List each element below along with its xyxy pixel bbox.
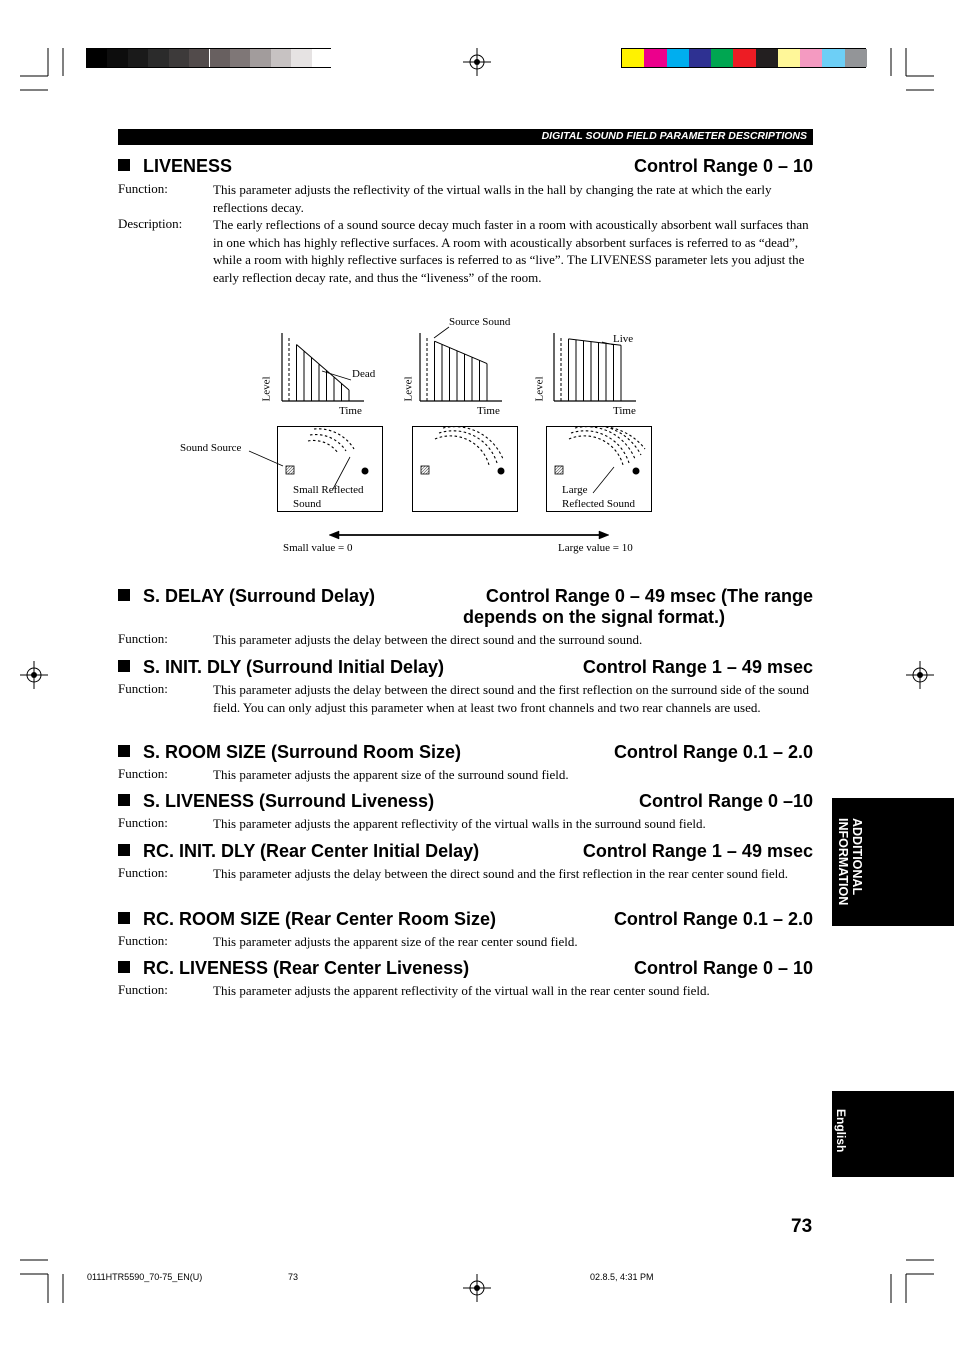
room-source-waves <box>413 427 517 511</box>
function-text: This parameter adjusts the delay between the direct sound and the first reflection on the surround side of the sound field. You can only adjust this parameter when at least two front channels and two rear channels are used. <box>213 682 810 715</box>
level-axis-label: Level <box>260 376 273 402</box>
description-label: Description: <box>118 216 183 231</box>
bullet-square-icon <box>118 660 130 672</box>
parameter-title: RC. INIT. DLY (Rear Center Initial Delay) <box>143 841 480 861</box>
large-value-label: Large value = 10 <box>558 542 633 554</box>
parameter-heading <box>118 909 496 930</box>
parameter-range: Control Range 0.1 – 2.0 <box>613 742 813 762</box>
parameter-title: S. LIVENESS (Surround Liveness) <box>143 791 435 811</box>
small-reflected-sound-label: Sound <box>293 498 322 510</box>
bullet-square-icon <box>118 961 130 973</box>
function-label: Function: <box>118 631 168 646</box>
function-label: Function: <box>118 982 168 997</box>
footer-file: 0111HTR5590_70-75_EN(U) <box>87 1272 203 1282</box>
parameter-heading <box>118 791 434 812</box>
liveness-function-text: This parameter adjusts the reflectivity of the virtual walls in the hall by changing the rate at which the early reflections decay. <box>213 182 772 215</box>
dead-label: Dead <box>352 368 376 380</box>
function-text: This parameter adjusts the delay between the direct sound and the first reflection in the rear center sound field. <box>213 866 789 881</box>
function-text: This parameter adjusts the delay between the direct sound and the surround sound. <box>213 632 643 647</box>
tab-english: English <box>834 1109 848 1153</box>
small-value-label: Small value = 0 <box>283 542 353 554</box>
footer-page: 73 <box>288 1272 299 1282</box>
function-text: This parameter adjusts the apparent reflectivity of the virtual wall in the rear center sound field. <box>213 983 710 998</box>
bullet-square-icon <box>118 912 130 924</box>
bullet-square-icon <box>118 794 130 806</box>
sound-source-label: Sound Source <box>180 442 242 454</box>
parameter-title: S. DELAY (Surround Delay) <box>143 586 376 606</box>
tab-additional-2: INFORMATION <box>836 818 850 906</box>
parameter-range: Control Range 0 – 49 msec (The range <box>485 586 813 606</box>
parameter-title: RC. LIVENESS (Rear Center Liveness) <box>143 958 470 978</box>
section-header-text: DIGITAL SOUND FIELD PARAMETER DESCRIPTIONS <box>541 130 807 142</box>
parameter-range: Control Range 0 –10 <box>638 791 813 811</box>
english-tab <box>832 1091 954 1177</box>
parameter-title: RC. ROOM SIZE (Rear Center Room Size) <box>143 909 497 929</box>
time-axis-label: Time <box>477 405 500 417</box>
tab-additional-1: ADDITIONAL <box>850 818 864 896</box>
parameter-range: Control Range 1 – 49 msec <box>582 841 813 861</box>
function-label: Function: <box>118 181 168 196</box>
liveness-title: LIVENESS <box>143 156 233 176</box>
level-axis-label: Level <box>402 376 415 402</box>
function-label: Function: <box>118 865 168 880</box>
function-text: This parameter adjusts the apparent size of the surround sound field. <box>213 767 569 782</box>
footer-date: 02.8.5, 4:31 PM <box>590 1272 654 1282</box>
large-label: Large <box>562 484 588 496</box>
liveness-description-text: The early reflections of a sound source decay much faster in a room with acoustically absorbent wall surfaces than in one which has highly reflective surfaces. A room with acoustically absorbent surfaces is referred to as “dead”, while a room with highly reflective surfaces is referred to as “live”. The LIVENESS parameter lets you adjust the early reflection decay rate, and thus the “liveness” of the room. <box>213 217 809 285</box>
bullet-square-icon <box>118 589 130 601</box>
additional-information-tab <box>832 798 954 926</box>
parameter-heading <box>118 841 479 862</box>
parameter-heading <box>118 657 444 678</box>
parameter-title: S. INIT. DLY (Surround Initial Delay) <box>143 657 445 677</box>
parameter-title: S. ROOM SIZE (Surround Room Size) <box>143 742 462 762</box>
live-label: Live <box>613 333 634 345</box>
parameter-range: Control Range 1 – 49 msec <box>582 657 813 677</box>
parameter-heading <box>118 958 469 979</box>
function-text: This parameter adjusts the apparent size of the rear center sound field. <box>213 934 578 949</box>
bullet-square-icon <box>118 844 130 856</box>
function-label: Function: <box>118 681 168 696</box>
parameter-heading <box>118 586 375 607</box>
large-reflected-sound-label: Reflected Sound <box>562 498 636 510</box>
parameter-range: Control Range 0.1 – 2.0 <box>613 909 813 929</box>
function-text: This parameter adjusts the apparent reflectivity of the virtual walls in the surround sound field. <box>213 816 706 831</box>
room-live <box>546 426 652 512</box>
page-number: 73 <box>791 1216 813 1237</box>
function-label: Function: <box>118 766 168 781</box>
function-label: Function: <box>118 933 168 948</box>
bullet-square-icon <box>118 745 130 757</box>
room-source <box>412 426 518 512</box>
small-reflected-label: Small Reflected <box>293 484 364 496</box>
time-axis-label: Time <box>613 405 636 417</box>
source-sound-label: Source Sound <box>449 316 511 328</box>
level-axis-label: Level <box>533 376 546 402</box>
function-label: Function: <box>118 815 168 830</box>
liveness-range: Control Range 0 – 10 <box>633 156 813 176</box>
time-axis-label: Time <box>339 405 362 417</box>
parameter-range-continued: depends on the signal format.) <box>463 607 726 627</box>
parameter-heading <box>118 742 461 763</box>
parameter-range: Control Range 0 – 10 <box>633 958 813 978</box>
room-dead <box>277 426 383 512</box>
